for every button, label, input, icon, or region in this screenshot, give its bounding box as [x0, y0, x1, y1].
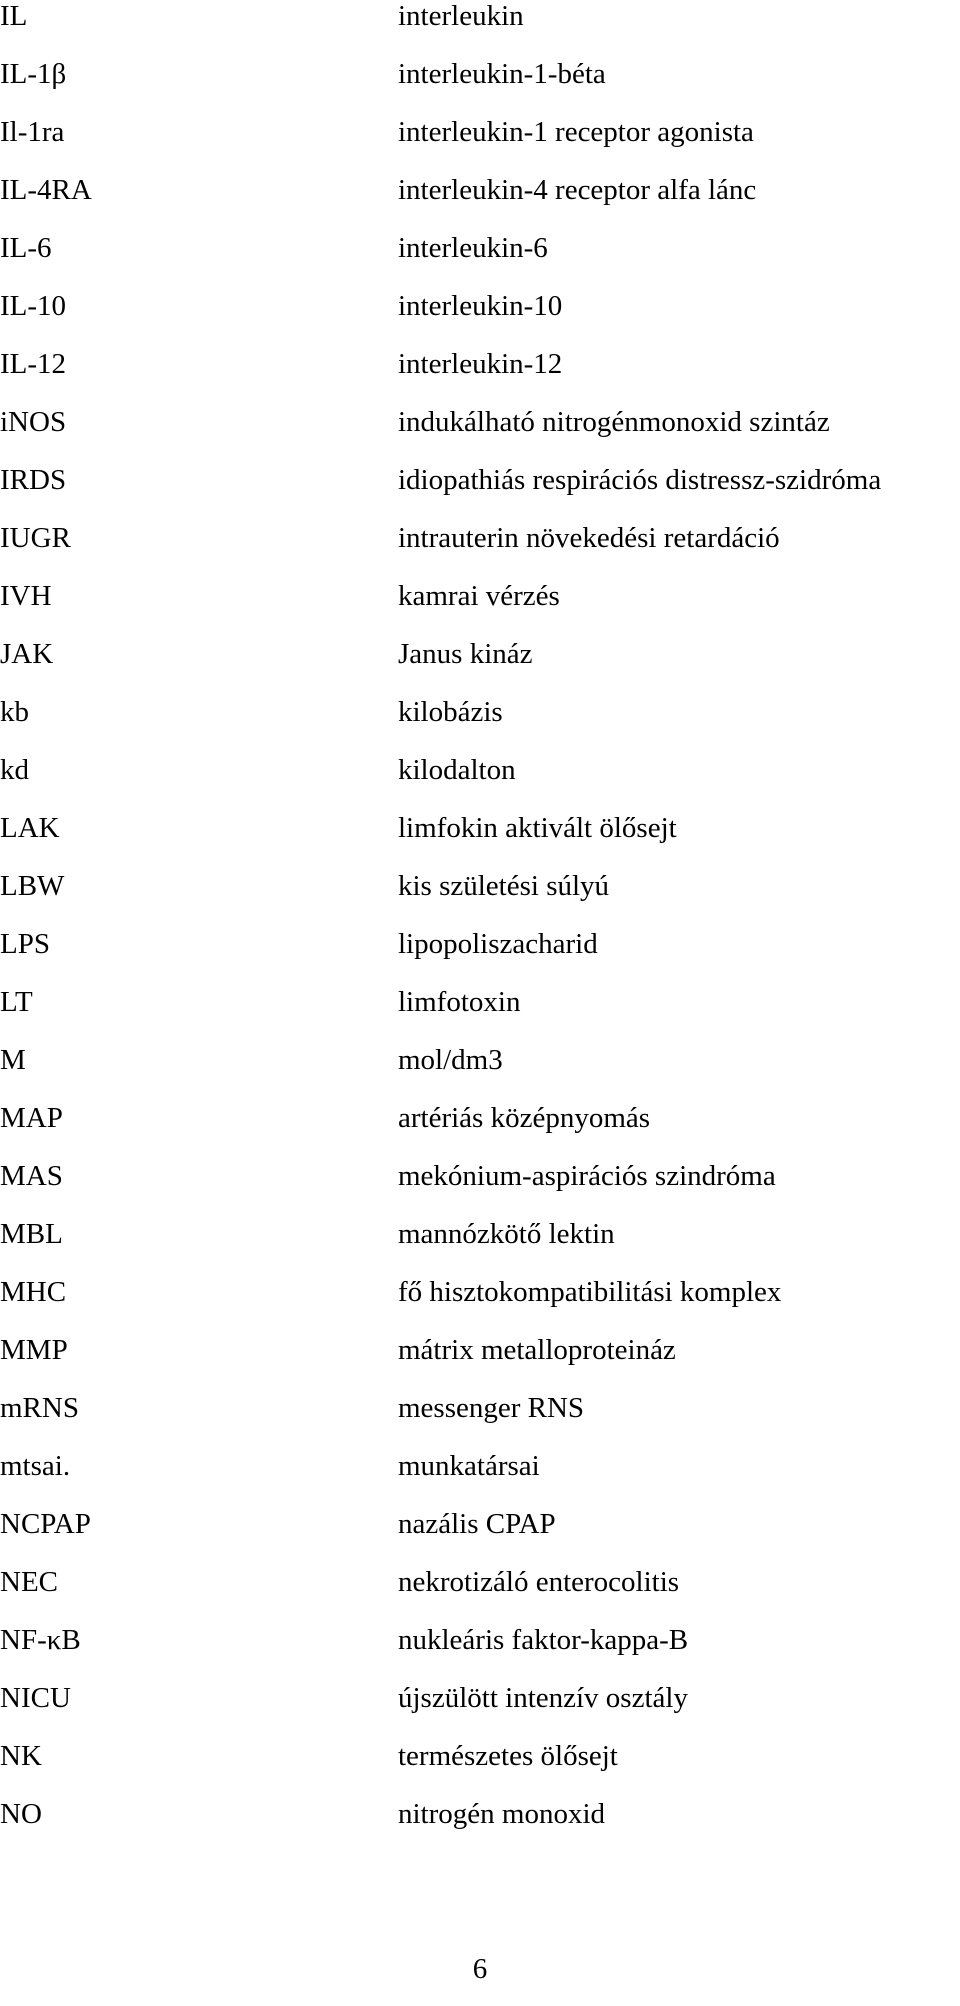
- abbreviation-row: [0, 696, 960, 754]
- abbreviation-definition: kis születési súlyú: [398, 870, 610, 902]
- abbreviation-term: IL-4RA: [0, 174, 92, 206]
- abbreviation-definition: limfotoxin: [398, 986, 521, 1018]
- abbreviation-row: [0, 1392, 960, 1450]
- abbreviation-row: [0, 232, 960, 290]
- abbreviation-term: IL-10: [0, 290, 67, 322]
- page-number: 6: [472, 1953, 488, 1985]
- abbreviation-definition: indukálható nitrogénmonoxid szintáz: [398, 406, 830, 438]
- abbreviation-row: [0, 406, 960, 464]
- abbreviation-definition: artériás középnyomás: [398, 1102, 651, 1134]
- abbreviation-term: IL: [0, 0, 28, 32]
- abbreviation-term: IRDS: [0, 464, 67, 496]
- abbreviation-term: MHC: [0, 1276, 67, 1308]
- abbreviation-term: M: [0, 1044, 26, 1076]
- abbreviation-term: IL-1β: [0, 58, 67, 90]
- abbreviation-term: NF-κB: [0, 1624, 81, 1656]
- abbreviation-definition: újszülött intenzív osztály: [398, 1682, 688, 1714]
- abbreviation-row: [0, 986, 960, 1044]
- abbreviation-term: MMP: [0, 1334, 68, 1366]
- abbreviation-term: IUGR: [0, 522, 71, 554]
- abbreviation-row: [0, 174, 960, 232]
- abbreviation-definition: interleukin-12: [398, 348, 563, 380]
- abbreviation-definition: interleukin-1-béta: [398, 58, 606, 90]
- abbreviation-definition: idiopathiás respirációs distressz-szidróma: [398, 464, 882, 496]
- abbreviation-row: [0, 1160, 960, 1218]
- abbreviation-row: [0, 870, 960, 928]
- abbreviation-term: NK: [0, 1740, 42, 1772]
- abbreviation-row: [0, 348, 960, 406]
- abbreviation-term: NICU: [0, 1682, 71, 1714]
- abbreviation-definition: nazális CPAP: [398, 1508, 556, 1540]
- abbreviation-row: [0, 1740, 960, 1798]
- abbreviation-row: [0, 464, 960, 522]
- abbreviation-row: [0, 116, 960, 174]
- abbreviation-term: LBW: [0, 870, 65, 902]
- abbreviation-term: IL-12: [0, 348, 67, 380]
- abbreviation-term: NEC: [0, 1566, 58, 1598]
- abbreviation-term: Il-1ra: [0, 116, 65, 148]
- abbreviation-row: [0, 290, 960, 348]
- abbreviation-definition: természetes ölősejt: [398, 1740, 618, 1772]
- abbreviation-row: [0, 522, 960, 580]
- abbreviation-definition: munkatársai: [398, 1450, 540, 1482]
- abbreviation-definition: interleukin-4 receptor alfa lánc: [398, 174, 757, 206]
- abbreviation-term: MBL: [0, 1218, 63, 1250]
- abbreviation-term: IL-6: [0, 232, 52, 264]
- abbreviation-term: mtsai.: [0, 1450, 71, 1482]
- abbreviation-row: [0, 754, 960, 812]
- abbreviation-row: [0, 928, 960, 986]
- abbreviation-definition: mekónium-aspirációs szindróma: [398, 1160, 776, 1192]
- abbreviation-row: [0, 1508, 960, 1566]
- abbreviation-definition: interleukin-10: [398, 290, 563, 322]
- abbreviation-term: IVH: [0, 580, 52, 612]
- abbreviation-definition: interleukin: [398, 0, 524, 32]
- abbreviation-row: [0, 812, 960, 870]
- abbreviation-row: [0, 1566, 960, 1624]
- abbreviation-definition: interleukin-1 receptor agonista: [398, 116, 754, 148]
- abbreviation-definition: lipopoliszacharid: [398, 928, 598, 960]
- abbreviation-definition: mátrix metalloproteináz: [398, 1334, 676, 1366]
- abbreviation-term: MAS: [0, 1160, 63, 1192]
- abbreviation-row: [0, 1450, 960, 1508]
- abbreviation-term: LPS: [0, 928, 50, 960]
- abbreviation-term: MAP: [0, 1102, 63, 1134]
- abbreviation-row: [0, 0, 960, 58]
- abbreviation-row: [0, 1044, 960, 1102]
- abbreviation-term: iNOS: [0, 406, 67, 438]
- abbreviation-definition: limfokin aktivált ölősejt: [398, 812, 677, 844]
- abbreviation-definition: intrauterin növekedési retardáció: [398, 522, 780, 554]
- abbreviation-definition: kilodalton: [398, 754, 516, 786]
- abbreviation-definition: nukleáris faktor-kappa-B: [398, 1624, 689, 1656]
- abbreviation-definition: nekrotizáló enterocolitis: [398, 1566, 680, 1598]
- abbreviation-row: [0, 580, 960, 638]
- abbreviation-term: NCPAP: [0, 1508, 91, 1540]
- abbreviation-row: [0, 1102, 960, 1160]
- abbreviation-term: kd: [0, 754, 29, 786]
- abbreviation-row: [0, 1218, 960, 1276]
- abbreviation-row: [0, 1624, 960, 1682]
- abbreviation-definition: Janus kináz: [398, 638, 533, 670]
- abbreviation-definition: messenger RNS: [398, 1392, 585, 1424]
- abbreviation-definition: mannózkötő lektin: [398, 1218, 615, 1250]
- abbreviation-term: JAK: [0, 638, 54, 670]
- abbreviation-term: LAK: [0, 812, 60, 844]
- abbreviation-term: kb: [0, 696, 29, 728]
- abbreviation-term: NO: [0, 1798, 42, 1830]
- abbreviation-row: [0, 58, 960, 116]
- abbreviation-definition: nitrogén monoxid: [398, 1798, 606, 1830]
- abbreviation-row: [0, 1334, 960, 1392]
- abbreviation-definition: mol/dm3: [398, 1044, 503, 1076]
- abbreviation-definition: interleukin-6: [398, 232, 548, 264]
- abbreviation-row: [0, 1682, 960, 1740]
- abbreviation-row: [0, 1798, 960, 1856]
- abbreviation-row: [0, 1276, 960, 1334]
- abbreviation-definition: kilobázis: [398, 696, 503, 728]
- abbreviation-row: [0, 638, 960, 696]
- abbreviation-term: LT: [0, 986, 33, 1018]
- abbreviation-term: mRNS: [0, 1392, 79, 1424]
- abbreviation-definition: kamrai vérzés: [398, 580, 560, 612]
- abbreviation-definition: fő hisztokompatibilitási komplex: [398, 1276, 782, 1308]
